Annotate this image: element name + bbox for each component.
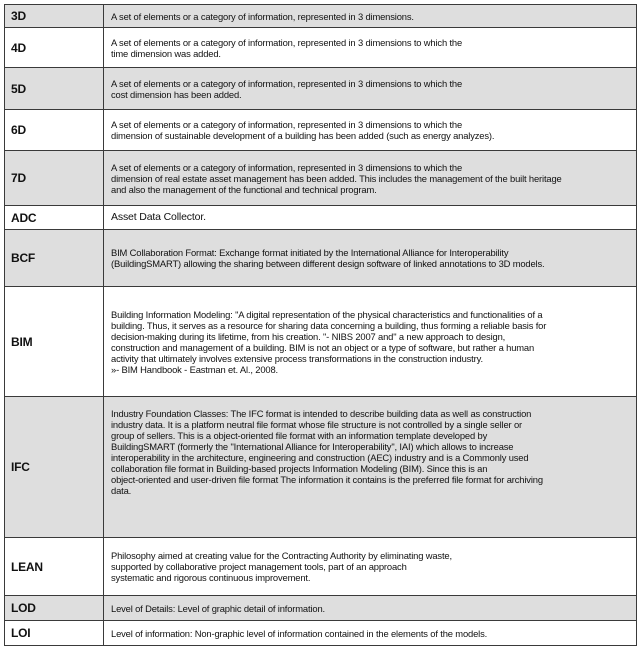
definition-cell bbox=[104, 5, 637, 28]
glossary-table bbox=[4, 4, 637, 646]
table-row bbox=[5, 28, 637, 68]
definition-cell bbox=[104, 206, 637, 230]
definition-cell bbox=[104, 621, 637, 646]
table-row bbox=[5, 151, 637, 206]
definition-text: Philosophy aimed at creating value for the Contracting Authority by eliminating waste, supported by collaborative project management tools, part of an approach systematic and rigorous continuous improvement. bbox=[111, 550, 452, 583]
definition-cell bbox=[104, 538, 637, 596]
definition-text: A set of elements or a category of information, represented in 3 dimensions to which the dimension of real estate asset management has been added. This includes the management of the built heritage and also the management of the functional and technical program. bbox=[111, 161, 562, 195]
definition-text: Building Information Modeling: "A digital representation of the physical characteristics and functionalities of a building. Thus, it serves as a resource for sharing data concerning a building, thus forming a reliable basis for decision-making during its lifetime, from his creation. "- NIBS 2007 and" a new approach to design, construction and management of a building. BIM is not an object or a type of software, but rather a human activity that ultimately involves extensive process transformations in the construction industry. »- BIM Handbook - Eastman et. Al., 2008. bbox=[111, 308, 547, 375]
definition-text: Asset Data Collector. bbox=[111, 211, 206, 223]
definition-cell bbox=[104, 110, 637, 151]
definition-cell bbox=[104, 151, 637, 206]
term-cell: LEAN bbox=[5, 538, 104, 596]
definition-text: BIM Collaboration Format: Exchange format initiated by the International Alliance for Interoperability (BuildingSMART) allowing the sharing between different design software of linked annotations to 3D models. bbox=[111, 247, 545, 269]
definition-cell bbox=[104, 28, 637, 68]
table-row bbox=[5, 397, 637, 538]
table-row bbox=[5, 287, 637, 397]
table-row bbox=[5, 5, 637, 28]
table-row bbox=[5, 621, 637, 646]
definition-text: A set of elements or a category of information, represented in 3 dimensions to which the cost dimension has been added. bbox=[111, 77, 463, 100]
term-cell: 6D bbox=[5, 110, 104, 151]
definition-text: A set of elements or a category of information, represented in 3 dimensions to which the time dimension was added. bbox=[111, 36, 463, 59]
term-cell: 5D bbox=[5, 68, 104, 110]
definition-cell bbox=[104, 397, 637, 538]
definition-cell bbox=[104, 68, 637, 110]
term-cell: 7D bbox=[5, 151, 104, 206]
definition-text: Level of Details: Level of graphic detail of information. bbox=[111, 602, 325, 614]
table-row bbox=[5, 110, 637, 151]
term-cell: IFC bbox=[5, 397, 104, 538]
term-cell: ADC bbox=[5, 206, 104, 230]
term-cell: LOD bbox=[5, 596, 104, 621]
table-row bbox=[5, 206, 637, 230]
definition-cell bbox=[104, 230, 637, 287]
definition-cell bbox=[104, 596, 637, 621]
definition-text: A set of elements or a category of information, represented in 3 dimensions to which the dimension of sustainable development of a building has been added (such as energy analyzes). bbox=[111, 119, 495, 141]
term-cell: 4D bbox=[5, 28, 104, 68]
term-cell: BCF bbox=[5, 230, 104, 287]
definition-text: Level of information: Non-graphic level of information contained in the elements of the models. bbox=[111, 627, 488, 639]
table-row bbox=[5, 538, 637, 596]
definition-text: Industry Foundation Classes: The IFC format is intended to describe building data as well as construction industry data. It is a platform neutral file format whose file structure is not controlled by a single seller or group of sellers. This is a object-oriented file format with an information template developed by BuildingSMART (formerly the "International Alliance for Interoperability", IAI) which allows to increase interoperability in the architecture, engineering and construction (AEC) industry and is a Commonly used collaboration file format in Building-based projects Information Modeling (BIM). Since this is an object-oriented and user-driven file format The information it contains is the preferred file format for archiving data. bbox=[111, 408, 543, 496]
term-cell: BIM bbox=[5, 287, 104, 397]
definition-text: A set of elements or a category of information, represented in 3 dimensions. bbox=[111, 10, 414, 22]
term-cell: 3D bbox=[5, 5, 104, 28]
table-row bbox=[5, 230, 637, 287]
table-row bbox=[5, 596, 637, 621]
term-cell: LOI bbox=[5, 621, 104, 646]
definition-cell bbox=[104, 287, 637, 397]
table-row bbox=[5, 68, 637, 110]
